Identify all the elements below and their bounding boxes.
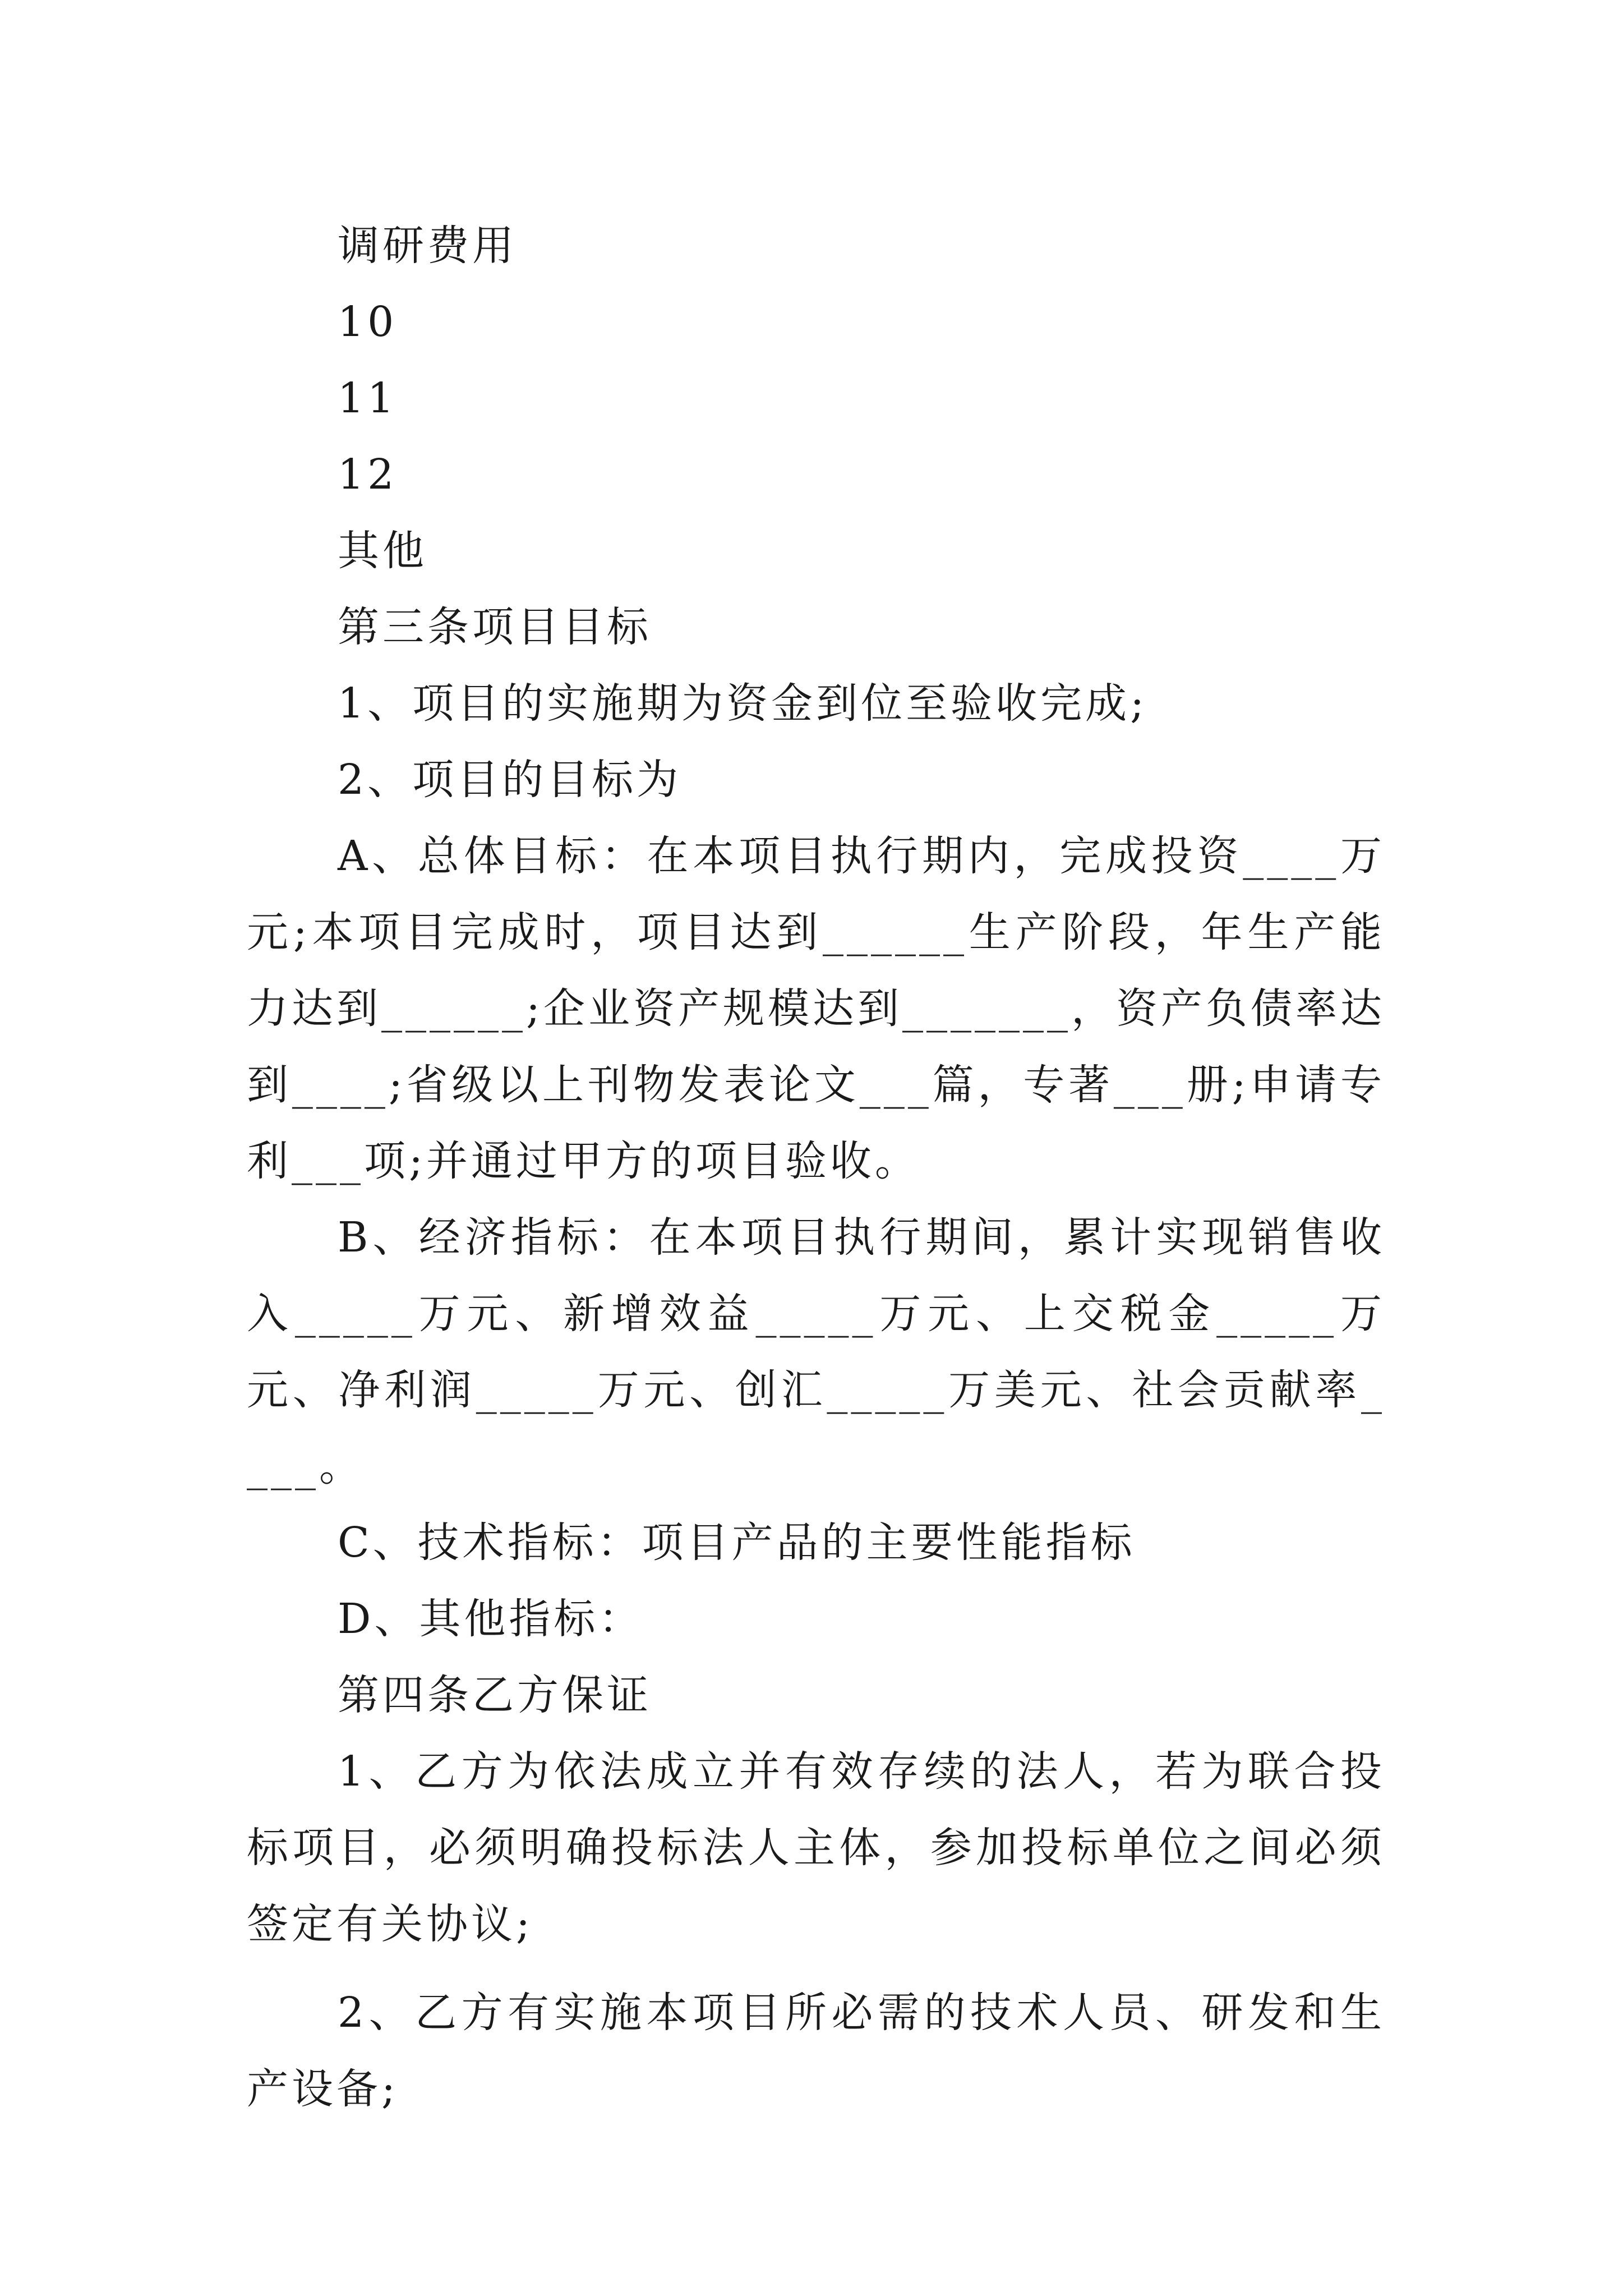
clause-4-1: 1、乙方为依法成立并有效存续的法人，若为联合投标项目，必须明确投标法人主体，参加投标单位之间必须签定有关协议; bbox=[247, 1747, 1385, 1948]
item-other: 其他 bbox=[338, 527, 427, 575]
item-number-12: 12 bbox=[338, 450, 398, 499]
technical-indicators-line: C、技术指标：项目产品的主要性能指标 bbox=[338, 1519, 1136, 1567]
article-4-heading: 第四条乙方保证 bbox=[338, 1671, 652, 1719]
item-research-fee: 调研费用 bbox=[338, 222, 517, 270]
article-3-heading: 第三条项目目标 bbox=[338, 603, 652, 651]
item-number-10: 10 bbox=[338, 298, 398, 346]
economic-indicators-paragraph: B、经济指标：在本项目执行期间，累计实现销售收入_____万元、新增效益_____万元、上交税金_____万元、净利润_____万元、创汇_____万美元、社会贡献率____。 bbox=[247, 1213, 1385, 1490]
clause-3-1: 1、项目的实施期为资金到位至验收完成; bbox=[338, 679, 1148, 728]
other-indicators-line: D、其他指标： bbox=[338, 1595, 644, 1643]
document-body bbox=[247, 208, 1385, 2127]
overall-targets-paragraph: A、总体目标：在本项目执行期内，完成投资____万元;本项目完成时，项目达到______生产阶段，年生产能力达到______;企业资产规模达到_______，资产负债率达到____;省级以上刊物发表论文___篇，专著___册;申请专利___项;并通过甲方的项目验收。 bbox=[247, 832, 1385, 1185]
clause-4-2: 2、乙方有实施本项目所必需的技术人员、研发和生产设备; bbox=[247, 1989, 1385, 2113]
item-number-11: 11 bbox=[338, 374, 398, 422]
clause-3-2: 2、项目的目标为 bbox=[338, 756, 682, 804]
